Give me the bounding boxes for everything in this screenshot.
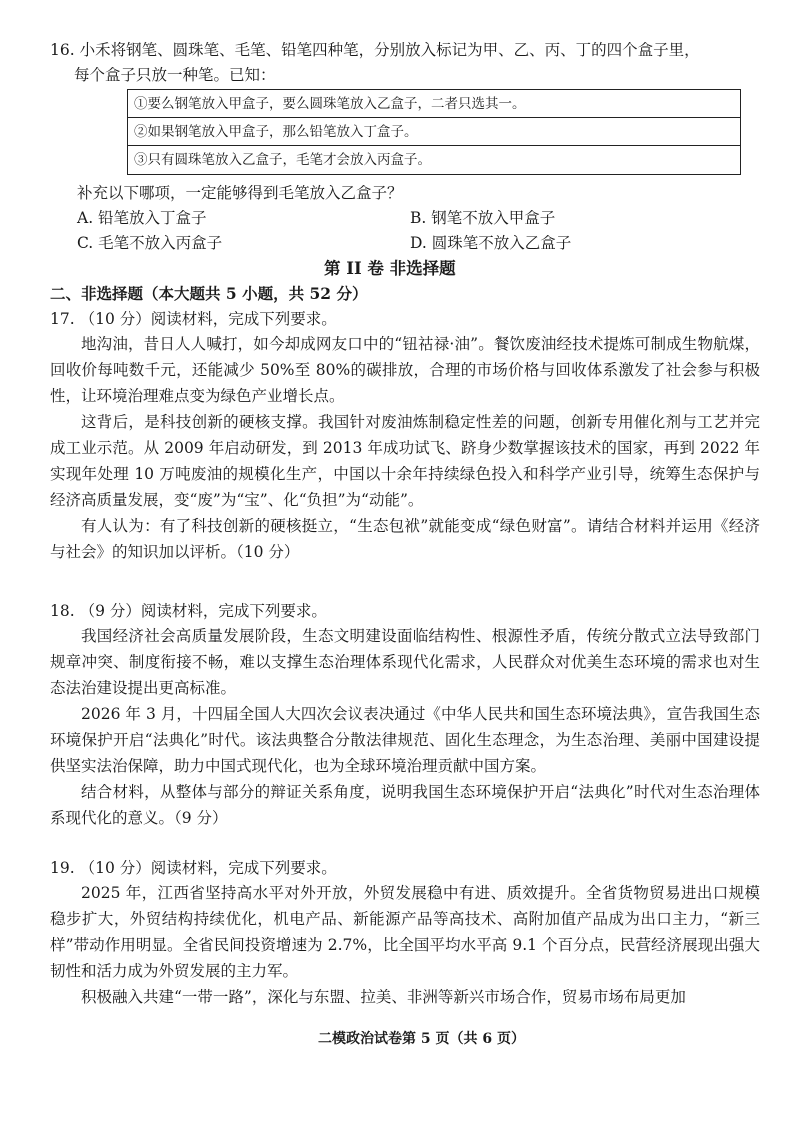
q16-option-c: C. 毛笔不放入丙盒子 <box>77 234 223 252</box>
q18-paragraph-2: 2026 年 3 月，十四届全国人大四次会议表决通过《中华人民共和国生态环境法典》，宣告我国生态环境保护开启“法典化”时代。该法典整合分散法律规范、固化生态理念，为生态治理、美丽中国建设提供坚实法治保障，助力中国式现代化，也为全球环境治理贡献中国方案。 <box>50 705 760 775</box>
q17-paragraph-1: 地沟油，昔日人人喊打，如今却成网友口中的“钮祜禄·油”。餐饮废油经技术提炼可制成生物航煤，回收价每吨数千元，还能减少 50%至 80%的碳排放，合理的市场价格与回收体系激发了社会参与积极性，让环境治理难点变为绿色产业增长点。 <box>50 335 760 405</box>
q19-paragraph-1: 2025 年，江西省坚持高水平对外开放，外贸发展稳中有进、质效提升。全省货物贸易进出口规模稳步扩大，外贸结构持续优化，机电产品、新能源产品等高技术、高附加值产品成为出口主力，“新三样”带动作用明显。全省民间投资增速为 2.7%，比全国平均水平高 9.1 个百分点，民营经济展现出强大韧性和活力成为外贸发展的主力军。 <box>50 884 760 980</box>
q16-stem-line2: 每个盒子只放一种笔。已知： <box>74 66 276 84</box>
q17-material <box>50 331 760 565</box>
q16-conditions-box <box>127 89 741 175</box>
q17-paragraph-3: 有人认为：有了科技创新的硬核挺立，“生态包袱”就能变成“绿色财富”。请结合材料并运用《经济与社会》的知识加以评析。（10 分） <box>50 517 760 561</box>
q16-condition-2: ②如果钢笔放入甲盒子，那么铅笔放入丁盒子。 <box>128 118 740 146</box>
q16-question: 补充以下哪项，一定能够得到毛笔放入乙盒子？ <box>77 184 403 202</box>
q19-paragraph-2: 积极融入共建“一带一路”，深化与东盟、拉美、非洲等新兴市场合作，贸易市场布局更加 <box>81 988 686 1006</box>
q18-material <box>50 623 760 831</box>
page-footer: 二模政治试卷第 5 页（共 6 页） <box>318 1031 525 1047</box>
q18-header: 18. （9 分）阅读材料，完成下列要求。 <box>50 602 327 620</box>
q16-option-a: A. 铅笔放入丁盒子 <box>77 209 207 227</box>
q18-paragraph-3: 结合材料，从整体与部分的辩证关系角度，说明我国生态环境保护开启“法典化”时代对生态治理体系现代化的意义。（9 分） <box>50 783 760 827</box>
section-title: 第 II 卷 非选择题 <box>324 259 456 278</box>
q16-condition-3: ③只有圆珠笔放入乙盒子，毛笔才会放入丙盒子。 <box>134 152 431 168</box>
section-subtitle: 二、非选择题（本大题共 5 小题，共 52 分） <box>50 284 368 303</box>
q17-paragraph-2: 这背后，是科技创新的硬核支撑。我国针对废油炼制稳定性差的问题，创新专用催化剂与工艺并完成工业示范。从 2009 年启动研发，到 2013 年成功试飞、跻身少数掌握该技术的国家，再到 2022 年实现年处理 10 万吨废油的规模化生产，中国以十余年持续绿色投入和科学产业引导，统筹生态保护与经济高质量发展，变“废”为“宝”、化“负担”为“动能”。 <box>50 413 760 509</box>
q19-header: 19. （10 分）阅读材料，完成下列要求。 <box>50 859 337 877</box>
q16-option-d: D. 圆珠笔不放入乙盒子 <box>410 234 572 252</box>
q16-option-b: B. 钢笔不放入甲盒子 <box>410 209 556 227</box>
q19-material <box>50 880 760 1010</box>
q16-condition-1: ①要么钢笔放入甲盒子，要么圆珠笔放入乙盒子，二者只选其一。 <box>128 90 740 118</box>
q16-stem-line1: 16. 小禾将钢笔、圆珠笔、毛笔、铅笔四种笔，分别放入标记为甲、乙、丙、丁的四个盒子里， <box>50 41 700 59</box>
q18-paragraph-1: 我国经济社会高质量发展阶段，生态文明建设面临结构性、根源性矛盾，传统分散式立法导致部门规章冲突、制度衔接不畅，难以支撑生态治理体系现代化需求，人民群众对优美生态环境的需求也对生态法治建设提出更高标准。 <box>50 627 760 697</box>
q17-header: 17. （10 分）阅读材料，完成下列要求。 <box>50 310 337 328</box>
